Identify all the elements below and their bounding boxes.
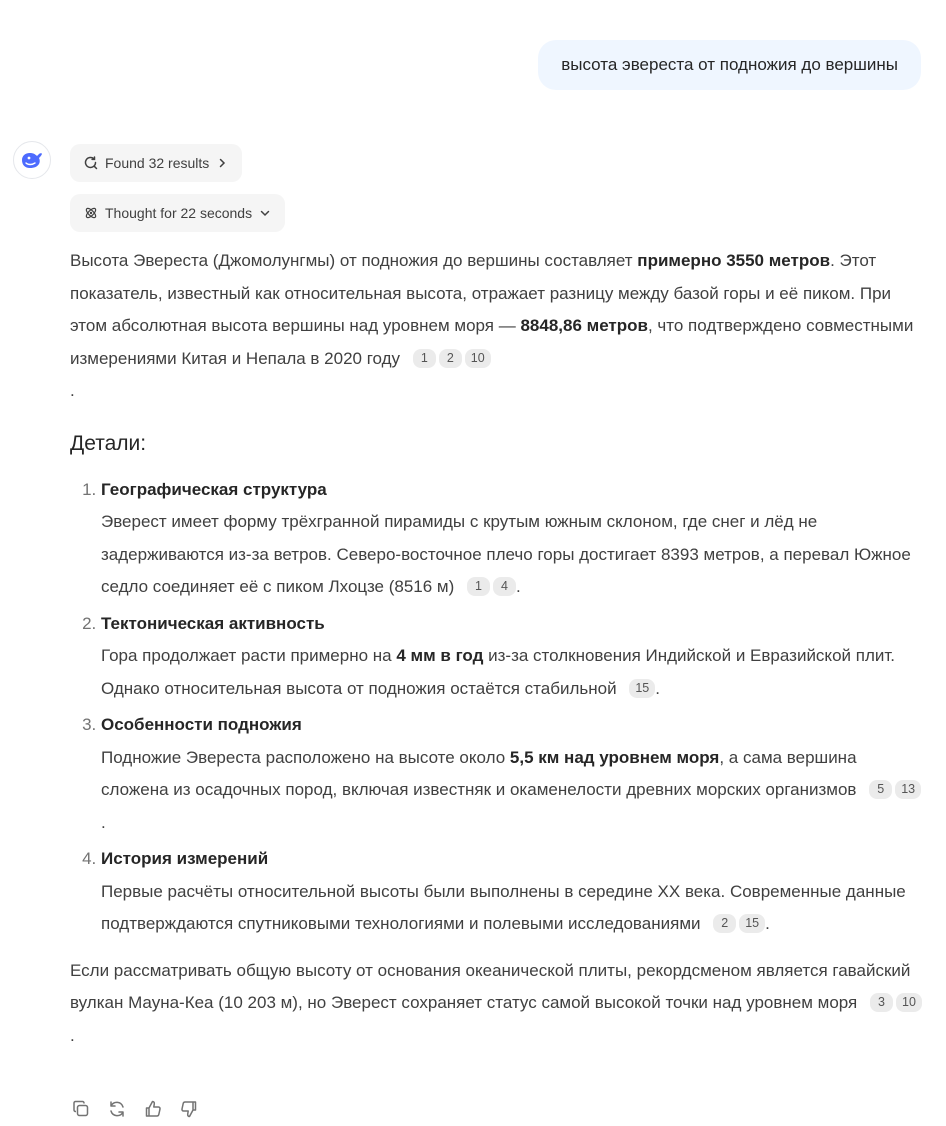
intro-text-1: Высота Эвереста (Джомолунгмы) от подножия до вершины составляет bbox=[70, 251, 638, 270]
item-bold: 5,5 км над уровнем моря bbox=[509, 747, 720, 767]
thumbs-down-icon bbox=[179, 1099, 199, 1119]
item-bold: 4 мм в год bbox=[396, 646, 484, 665]
user-message-bubble bbox=[538, 40, 921, 90]
deepseek-whale-icon bbox=[19, 147, 45, 173]
citation-badge[interactable]: 10 bbox=[465, 349, 491, 368]
chevron-down-icon bbox=[259, 207, 271, 219]
citation-badge[interactable]: 15 bbox=[629, 679, 655, 698]
item-text: Эверест имеет форму трёхгранной пирамиды с крутым южным склоном, где снег и лёд не задерживаются из-за ветров. Северо-восточное плечо горы достигает 8393 метров, а перевал Южное седло соединяет её с пиком Лхоцзе (8516 м) bbox=[101, 512, 911, 596]
closing-paragraph bbox=[70, 955, 922, 1053]
item-end: . bbox=[655, 678, 660, 698]
intro-bold-1: примерно 3550 метров bbox=[637, 251, 831, 270]
like-button[interactable] bbox=[142, 1098, 164, 1120]
item-title: 3. Особенности подножия bbox=[101, 715, 302, 734]
assistant-avatar bbox=[13, 141, 51, 179]
regenerate-button[interactable] bbox=[106, 1098, 128, 1120]
user-message-text: высота эвереста от подножия до вершины bbox=[561, 55, 898, 74]
citation-badge[interactable]: 2 bbox=[713, 914, 736, 933]
thought-chip[interactable] bbox=[70, 194, 285, 232]
list-item bbox=[101, 843, 922, 941]
item-end: . bbox=[765, 914, 770, 933]
citation-badge[interactable]: 1 bbox=[413, 349, 436, 368]
closing-text: Если рассматривать общую высоту от основания океанической плиты, рекордсменом является гавайский вулкан Мауна-Кеа (10 203 м), но Эверест сохраняет статус самой высокой точки над уровнем моря bbox=[70, 960, 911, 1012]
chevron-right-icon bbox=[216, 157, 228, 169]
citation-badge[interactable]: 2 bbox=[439, 349, 462, 368]
search-results-chip[interactable] bbox=[70, 144, 242, 182]
intro-end: . bbox=[70, 381, 75, 400]
citation-badge[interactable]: 3 bbox=[870, 993, 893, 1012]
item-title: 2. Тектоническая активность bbox=[101, 613, 325, 633]
closing-end: . bbox=[70, 1025, 75, 1045]
citation-badge[interactable]: 10 bbox=[896, 993, 922, 1012]
item-text-2: из-за столкновения Индийской и Евразийской плит. Однако относительная высота от подножия остаётся стабильной bbox=[101, 646, 895, 698]
item-title: 4. История измерений bbox=[101, 849, 269, 868]
item-text: Подножие Эвереста расположено на высоте около bbox=[101, 747, 510, 767]
search-results-label: Found 32 results bbox=[105, 155, 210, 171]
citation-badge[interactable]: 13 bbox=[895, 780, 921, 799]
citation-badge[interactable]: 4 bbox=[493, 577, 516, 596]
citation-badge[interactable]: 1 bbox=[467, 577, 490, 596]
item-end: . bbox=[516, 577, 521, 596]
item-title: 1. Географическая структура bbox=[101, 479, 327, 499]
copy-button[interactable] bbox=[70, 1098, 92, 1120]
regenerate-icon bbox=[107, 1099, 127, 1119]
item-text-2: , а сама вершина сложена из осадочных пород, включая известняк и окаменелости древних морских организмов bbox=[101, 747, 857, 799]
item-end: . bbox=[101, 812, 106, 832]
list-item bbox=[101, 709, 922, 839]
citation-badge[interactable]: 15 bbox=[739, 914, 765, 933]
details-list bbox=[70, 474, 922, 941]
thought-label: Thought for 22 seconds bbox=[105, 205, 253, 221]
list-item bbox=[101, 608, 922, 706]
atom-icon bbox=[84, 206, 98, 220]
intro-text-2: . Этот показатель, известный как относительная высота, отражает разницу между базой горы и её пиком. При этом абсолютная высота вершины над уровнем моря — bbox=[70, 251, 892, 335]
copy-icon bbox=[71, 1099, 91, 1119]
assistant-answer bbox=[70, 245, 922, 1052]
item-text: Первые расчёты относительной высоты были выполнены в середине XX века. Современные данные подтверждаются спутниковыми технологиями и полевыми исследованиями bbox=[101, 881, 906, 933]
dislike-button[interactable] bbox=[178, 1098, 200, 1120]
message-actions bbox=[70, 1098, 200, 1120]
search-refresh-icon bbox=[84, 156, 98, 170]
list-item bbox=[101, 474, 922, 604]
thumbs-up-icon bbox=[143, 1099, 163, 1119]
details-heading: Детали: bbox=[70, 431, 147, 455]
item-text: Гора продолжает расти примерно на bbox=[101, 646, 397, 665]
citation-badge[interactable]: 5 bbox=[869, 780, 892, 799]
intro-bold-2: 8848,86 метров bbox=[520, 316, 648, 335]
intro-paragraph bbox=[70, 245, 922, 408]
intro-text-3: , что подтверждено совместными измерениями Китая и Непала в 2020 году bbox=[70, 316, 914, 368]
